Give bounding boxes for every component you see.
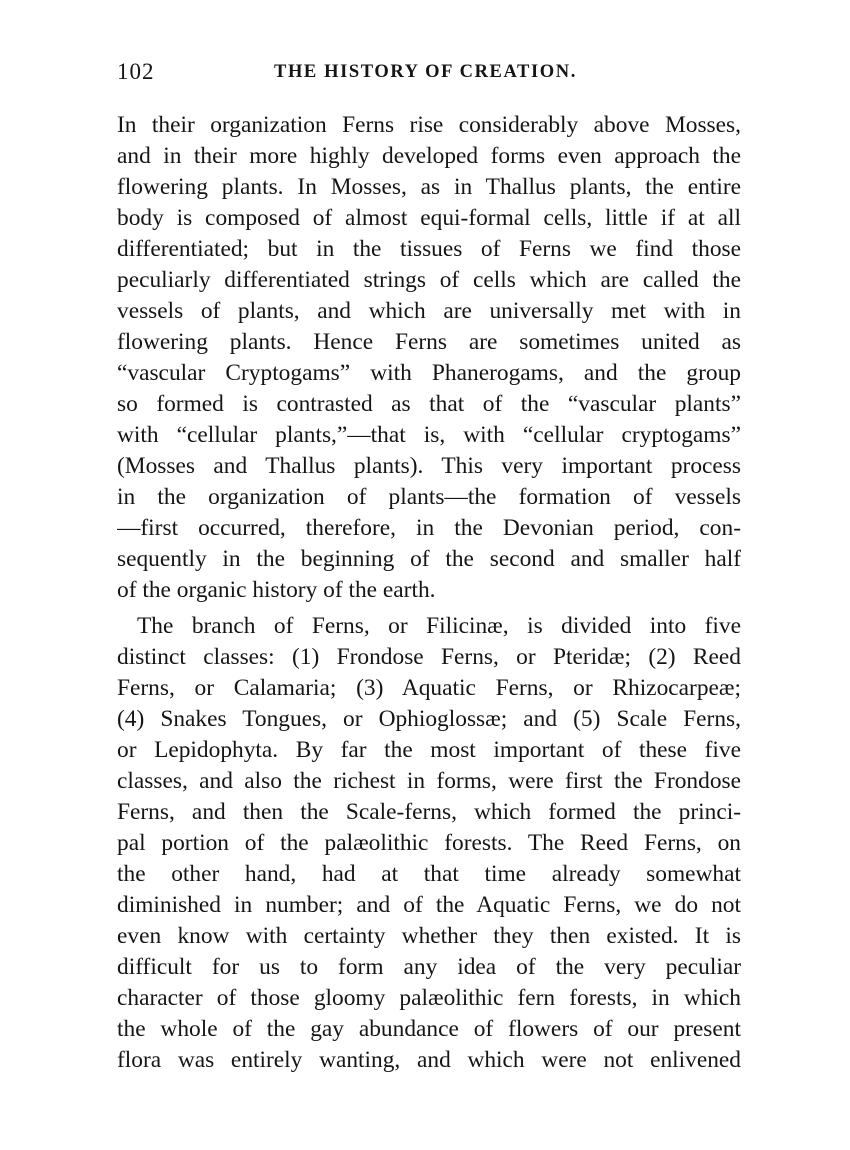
text-line: Ferns, or Calamaria; (3) Aquatic Ferns, or Rhizocarpeæ;	[117, 675, 741, 701]
text-line: the whole of the gay abundance of flowers of our present	[117, 1016, 741, 1042]
text-line: character of those gloomy palæolithic fern forests, in which	[117, 985, 741, 1011]
text-line: Ferns, and then the Scale-ferns, which formed the princi-	[117, 799, 741, 825]
text-line: (Mosses and Thallus plants). This very important process	[117, 453, 741, 479]
text-line: vessels of plants, and which are universally met with in	[117, 298, 741, 324]
text-line: with “cellular plants,”—that is, with “cellular cryptogams”	[117, 422, 741, 448]
text-line: differentiated; but in the tissues of Ferns we find those	[117, 236, 741, 262]
text-line: flowering plants. Hence Ferns are sometimes united as	[117, 329, 741, 355]
text-line: —first occurred, therefore, in the Devonian period, con-	[117, 515, 741, 541]
text-line: of the organic history of the earth.	[117, 577, 436, 603]
text-line: in the organization of plants—the formation of vessels	[117, 484, 741, 510]
text-line: pal portion of the palæolithic forests. The Reed Ferns, on	[117, 830, 741, 856]
running-head	[117, 58, 739, 86]
running-title: THE HISTORY OF CREATION.	[274, 62, 577, 82]
text-line: and in their more highly developed forms even approach the	[117, 143, 741, 169]
text-line: distinct classes: (1) Frondose Ferns, or Pteridæ; (2) Reed	[117, 644, 741, 670]
text-line: The branch of Ferns, or Filicinæ, is divided into five	[137, 613, 741, 639]
text-line: the other hand, had at that time already somewhat	[117, 861, 741, 887]
paragraph-1	[117, 110, 741, 606]
text-line: peculiarly differentiated strings of cells which are called the	[117, 267, 741, 293]
text-line: diminished in number; and of the Aquatic Ferns, we do not	[117, 892, 741, 918]
text-line: flowering plants. In Mosses, as in Thallus plants, the entire	[117, 174, 741, 200]
body-text	[117, 110, 741, 1076]
text-line: In their organization Ferns rise considerably above Mosses,	[117, 112, 741, 138]
text-line: (4) Snakes Tongues, or Ophioglossæ; and (5) Scale Ferns,	[117, 706, 741, 732]
text-line: flora was entirely wanting, and which were not enlivened	[117, 1047, 741, 1073]
page-number: 102	[117, 59, 155, 84]
text-line: classes, and also the richest in forms, were first the Frondose	[117, 768, 741, 794]
text-line: body is composed of almost equi-formal cells, little if at all	[117, 205, 741, 231]
text-line: difficult for us to form any idea of the very peculiar	[117, 954, 741, 980]
text-line: even know with certainty whether they then existed. It is	[117, 923, 741, 949]
text-line: sequently in the beginning of the second and smaller half	[117, 546, 741, 572]
text-line: “vascular Cryptogams” with Phanerogams, and the group	[117, 360, 741, 386]
text-line: so formed is contrasted as that of the “vascular plants”	[117, 391, 741, 417]
paragraph-2	[117, 611, 741, 1076]
text-line: or Lepidophyta. By far the most important of these five	[117, 737, 741, 763]
